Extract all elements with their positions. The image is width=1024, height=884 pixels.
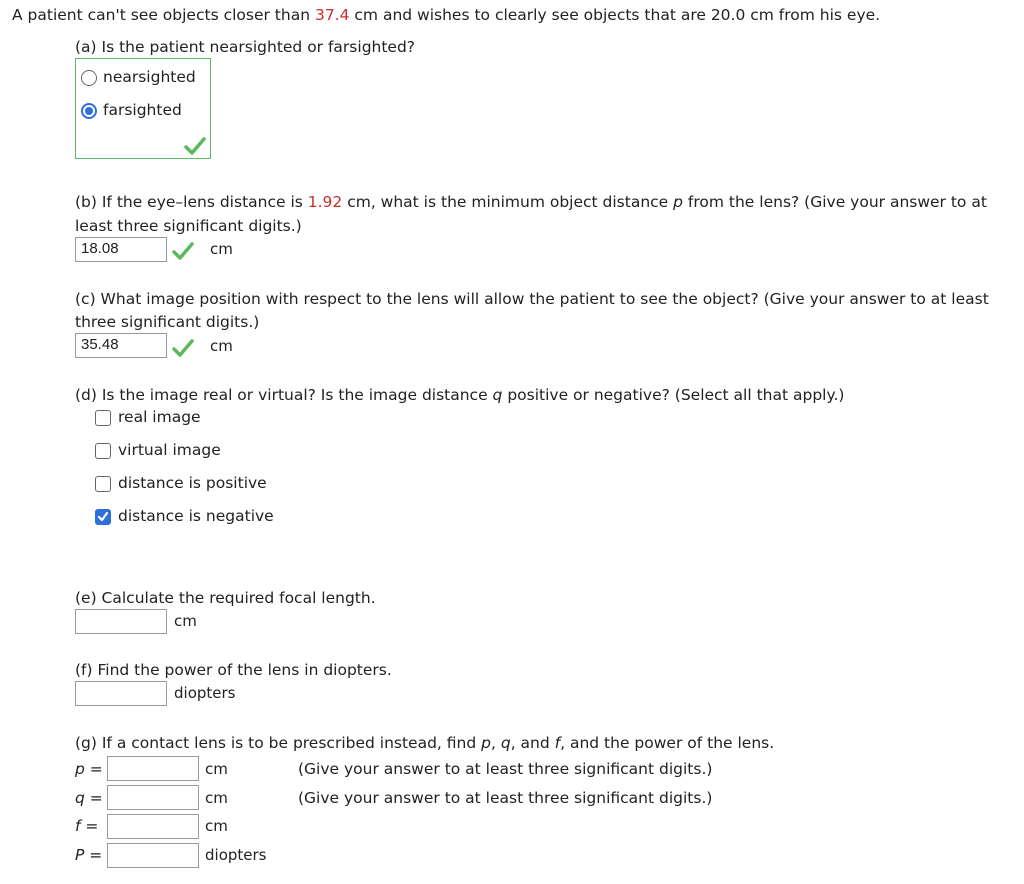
power-label: P =: [75, 846, 103, 864]
part-c-unit: cm: [210, 337, 233, 355]
option-label-virtual-image[interactable]: virtual image: [118, 441, 221, 459]
q-hint: (Give your answer to at least three significant digits.): [298, 789, 713, 807]
option-label-distance-negative[interactable]: distance is negative: [118, 507, 274, 525]
f-answer-input[interactable]: [107, 814, 199, 839]
checkbox-real-image[interactable]: [95, 410, 111, 426]
near-point-value: 37.4: [314, 6, 350, 24]
q-label: q =: [75, 789, 103, 807]
part-b-answer-input[interactable]: 18.08: [75, 237, 167, 262]
part-f-answer-input[interactable]: [75, 681, 167, 706]
checkmark-icon: [97, 511, 109, 523]
problem-statement: A patient can't see objects closer than 37.4 cm and wishes to clearly see objects that are 20.0 cm from his eye.: [12, 6, 881, 24]
f-label: f =: [75, 817, 99, 835]
f-unit: cm: [205, 817, 228, 835]
radio-farsighted[interactable]: [81, 103, 97, 119]
power-unit: diopters: [205, 846, 267, 864]
part-c-question-line2: three significant digits.): [75, 313, 260, 331]
checkbox-virtual-image[interactable]: [95, 443, 111, 459]
checkbox-distance-negative[interactable]: [95, 509, 111, 525]
part-c-answer-input[interactable]: 35.48: [75, 333, 167, 358]
p-hint: (Give your answer to at least three significant digits.): [298, 760, 713, 778]
part-f-unit: diopters: [174, 684, 236, 702]
checkbox-distance-positive[interactable]: [95, 476, 111, 492]
power-answer-input[interactable]: [107, 843, 199, 868]
part-b-question-line2: least three significant digits.): [75, 217, 302, 235]
correct-check-icon: [172, 242, 194, 260]
part-g-question: (g) If a contact lens is to be prescribed instead, find p, q, and f, and the power of the lens.: [75, 734, 775, 752]
radio-nearsighted[interactable]: [81, 70, 97, 86]
p-unit: cm: [205, 760, 228, 778]
p-answer-input[interactable]: [107, 756, 199, 781]
correct-check-icon: [172, 339, 194, 357]
part-e-question: (e) Calculate the required focal length.: [75, 589, 376, 607]
q-unit: cm: [205, 789, 228, 807]
correct-check-icon: [184, 137, 206, 155]
part-b-unit: cm: [210, 240, 233, 258]
part-a-radio-group: [75, 58, 211, 159]
part-d-question: (d) Is the image real or virtual? Is the image distance q positive or negative? (Select all that apply.): [75, 386, 845, 404]
option-label-farsighted[interactable]: farsighted: [103, 101, 182, 119]
part-e-unit: cm: [174, 612, 197, 630]
part-a-question: (a) Is the patient nearsighted or farsighted?: [75, 38, 416, 56]
p-label: p =: [75, 760, 103, 778]
part-e-answer-input[interactable]: [75, 609, 167, 634]
option-label-nearsighted[interactable]: nearsighted: [103, 68, 196, 86]
option-label-distance-positive[interactable]: distance is positive: [118, 474, 267, 492]
eye-lens-distance: 1.92: [307, 193, 343, 211]
part-b-question: (b) If the eye–lens distance is 1.92 cm, what is the minimum object distance p from the lens? (Give your answer to at: [75, 193, 987, 211]
q-answer-input[interactable]: [107, 785, 199, 810]
option-label-real-image[interactable]: real image: [118, 408, 201, 426]
part-f-question: (f) Find the power of the lens in diopters.: [75, 661, 392, 679]
part-c-question: (c) What image position with respect to the lens will allow the patient to see the object? (Give your answer to at least: [75, 290, 989, 308]
